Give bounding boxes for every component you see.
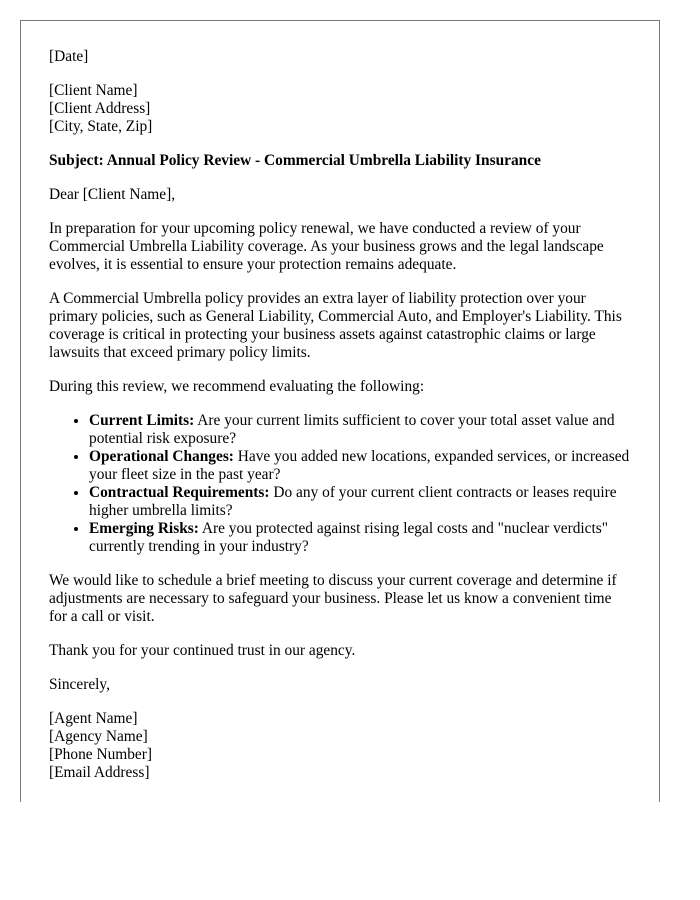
subject-line: Subject: Annual Policy Review - Commercial Umbrella Liability Insurance: [49, 152, 541, 169]
letter-page: [20, 20, 660, 802]
list-item: [89, 484, 631, 520]
recipient-address: [49, 82, 631, 136]
list-item-term: Contractual Requirements:: [89, 484, 270, 501]
list-item-term: Operational Changes:: [89, 448, 234, 465]
list-item: [89, 412, 631, 448]
recipient-address-line: [Client Address]: [49, 100, 151, 117]
body-paragraph-coverage: A Commercial Umbrella policy provides an extra layer of liability protection over your primary policies, such as General Liability, Commercial Auto, and Employer's Liability. This coverage is critical in protecting your business assets against catastrophic claims or large lawsuits that exceed primary policy limits.: [49, 290, 622, 361]
closing-paragraph-thanks: Thank you for your continued trust in our agency.: [49, 642, 356, 659]
phone-number: [Phone Number]: [49, 746, 153, 763]
date-line: [49, 48, 631, 66]
list-item-text: Do any of your current client contracts or leases require higher umbrella limits?: [89, 484, 617, 519]
signature-block: [49, 710, 631, 782]
list-item-term: Current Limits:: [89, 412, 195, 429]
body-paragraph-intro: In preparation for your upcoming policy renewal, we have conducted a review of your Commercial Umbrella Liability coverage. As your business grows and the legal landscape evolves, it is essential to ensure your protection remains adequate.: [49, 220, 604, 273]
list-item: [89, 448, 631, 484]
closing-paragraph-meeting: We would like to schedule a brief meeting to discuss your current coverage and determine if adjustments are necessary to safeguard your business. Please let us know a convenient time for a call or visit.: [49, 572, 617, 625]
signoff: Sincerely,: [49, 676, 110, 693]
list-item-text: Are you protected against rising legal costs and "nuclear verdicts" currently trending in your industry?: [89, 520, 609, 555]
list-item-text: Are your current limits sufficient to cover your total asset value and potential risk exposure?: [89, 412, 615, 447]
date: [Date]: [49, 48, 89, 65]
list-item-text: Have you added new locations, expanded services, or increased your fleet size in the past year?: [89, 448, 630, 483]
recipient-city-state-zip: [City, State, Zip]: [49, 118, 153, 135]
email-address: [Email Address]: [49, 764, 150, 781]
recipient-name: [Client Name]: [49, 82, 138, 99]
agent-name: [Agent Name]: [49, 710, 138, 727]
agency-name: [Agency Name]: [49, 728, 148, 745]
list-item: [89, 520, 631, 556]
list-item-term: Emerging Risks:: [89, 520, 199, 537]
review-list: [49, 412, 631, 556]
body-paragraph-review: During this review, we recommend evaluating the following:: [49, 378, 425, 395]
salutation: Dear [Client Name],: [49, 186, 176, 203]
